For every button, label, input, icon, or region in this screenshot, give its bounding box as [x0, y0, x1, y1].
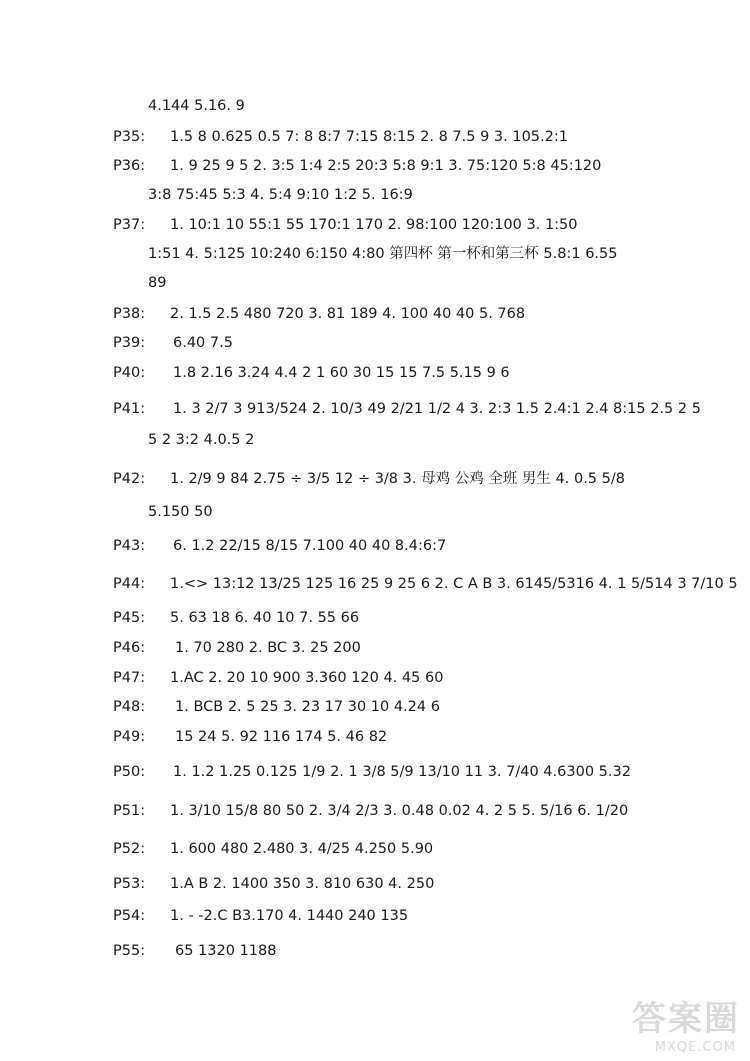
page-label: P44:	[113, 576, 146, 592]
page-label: P41:	[113, 401, 146, 417]
answer-text: 1. 70 280 2. BC 3. 25 200	[175, 640, 361, 656]
page-label: P42:	[113, 471, 146, 487]
answer-text: 6.40 7.5	[173, 335, 233, 351]
answer-text: 1. 9 25 9 5 2. 3:5 1:4 2:5 20:3 5:8 9:1 3. 75:120 5:8 45:120	[170, 158, 602, 174]
watermark-url: MXQE.COM	[654, 1040, 736, 1055]
answer-text: 4.144 5.16. 9	[148, 98, 245, 114]
answer-text: 65 1320 1188	[175, 943, 277, 959]
answer-text: 1. 600 480 2.480 3. 4/25 4.250 5.90	[170, 841, 434, 857]
answer-text: 5. 63 18 6. 40 10 7. 55 66	[170, 610, 360, 626]
page-label: P53:	[113, 876, 146, 892]
answer-text: 1. BCB 2. 5 25 3. 23 17 30 10 4.24 6	[175, 699, 440, 715]
answer-text: 1.A B 2. 1400 350 3. 810 630 4. 250	[170, 876, 435, 892]
answer-text: 15 24 5. 92 116 174 5. 46 82	[175, 729, 388, 745]
page-label: P38:	[113, 306, 146, 322]
answer-text: 89	[148, 275, 167, 291]
page-label: P54:	[113, 908, 146, 924]
answer-text: 5 2 3:2 4.0.5 2	[148, 432, 255, 448]
watermark-logo-text: 答案圈	[632, 999, 740, 1039]
answer-text: 3:8 75:45 5:3 4. 5:4 9:10 1:2 5. 16:9	[148, 187, 413, 203]
page-label: P49:	[113, 729, 146, 745]
answer-text: 1.<> 13:12 13/25 125 16 25 9 25 6 2. C A B 3. 6145/5316 4. 1 5/514 3 7/10 5	[170, 576, 738, 592]
answer-text: 1. 3 2/7 3 913/524 2. 10/3 49 2/21 1/2 4 3. 2:3 1.5 2.4:1 2.4 8:15 2.5 2 5	[173, 401, 701, 417]
page-label: P51:	[113, 803, 146, 819]
page-label: P52:	[113, 841, 146, 857]
page-label: P48:	[113, 699, 146, 715]
page-label: P45:	[113, 610, 146, 626]
page-label: P43:	[113, 538, 146, 554]
page-label: P50:	[113, 764, 146, 780]
answer-text: 1.5 8 0.625 0.5 7: 8 8:7 7:15 8:15 2. 8 7.5 9 3. 105.2:1	[170, 129, 568, 145]
answer-text: 5.150 50	[148, 504, 213, 520]
answer-text: 1.8 2.16 3.24 4.4 2 1 60 30 15 15 7.5 5.15 9 6	[173, 365, 510, 381]
page-label: P37:	[113, 217, 146, 233]
answer-text: 1.AC 2. 20 10 900 3.360 120 4. 45 60	[170, 670, 444, 686]
page-label: P36:	[113, 158, 146, 174]
page-label: P40:	[113, 365, 146, 381]
answer-text: 1. 3/10 15/8 80 50 2. 3/4 2/3 3. 0.48 0.02 4. 2 5 5. 5/16 6. 1/20	[170, 803, 629, 819]
answer-text: 1. - -2.C B3.170 4. 1440 240 135	[170, 908, 409, 924]
answer-text: 1. 10:1 10 55:1 55 170:1 170 2. 98:100 120:100 3. 1:50	[170, 217, 578, 233]
page-label: P39:	[113, 335, 146, 351]
page-label: P55:	[113, 943, 146, 959]
page-label: P47:	[113, 670, 146, 686]
page-label: P35:	[113, 129, 146, 145]
answer-text: 2. 1.5 2.5 480 720 3. 81 189 4. 100 40 40 5. 768	[170, 306, 526, 322]
answer-text: 1. 2/9 9 84 2.75 ÷ 3/5 12 ÷ 3/8 3. 母鸡 公鸡 全班 男生 4. 0.5 5/8	[170, 471, 625, 487]
answer-text: 6. 1.2 22/15 8/15 7.100 40 40 8.4:6:7	[173, 538, 447, 554]
answer-text: 1:51 4. 5:125 10:240 6:150 4:80 第四杯 第一杯和第三杯 5.8:1 6.55	[148, 246, 618, 262]
page-label: P46:	[113, 640, 146, 656]
site-watermark	[592, 991, 740, 1055]
answer-text: 1. 1.2 1.25 0.125 1/9 2. 1 3/8 5/9 13/10 11 3. 7/40 4.6300 5.32	[173, 764, 631, 780]
